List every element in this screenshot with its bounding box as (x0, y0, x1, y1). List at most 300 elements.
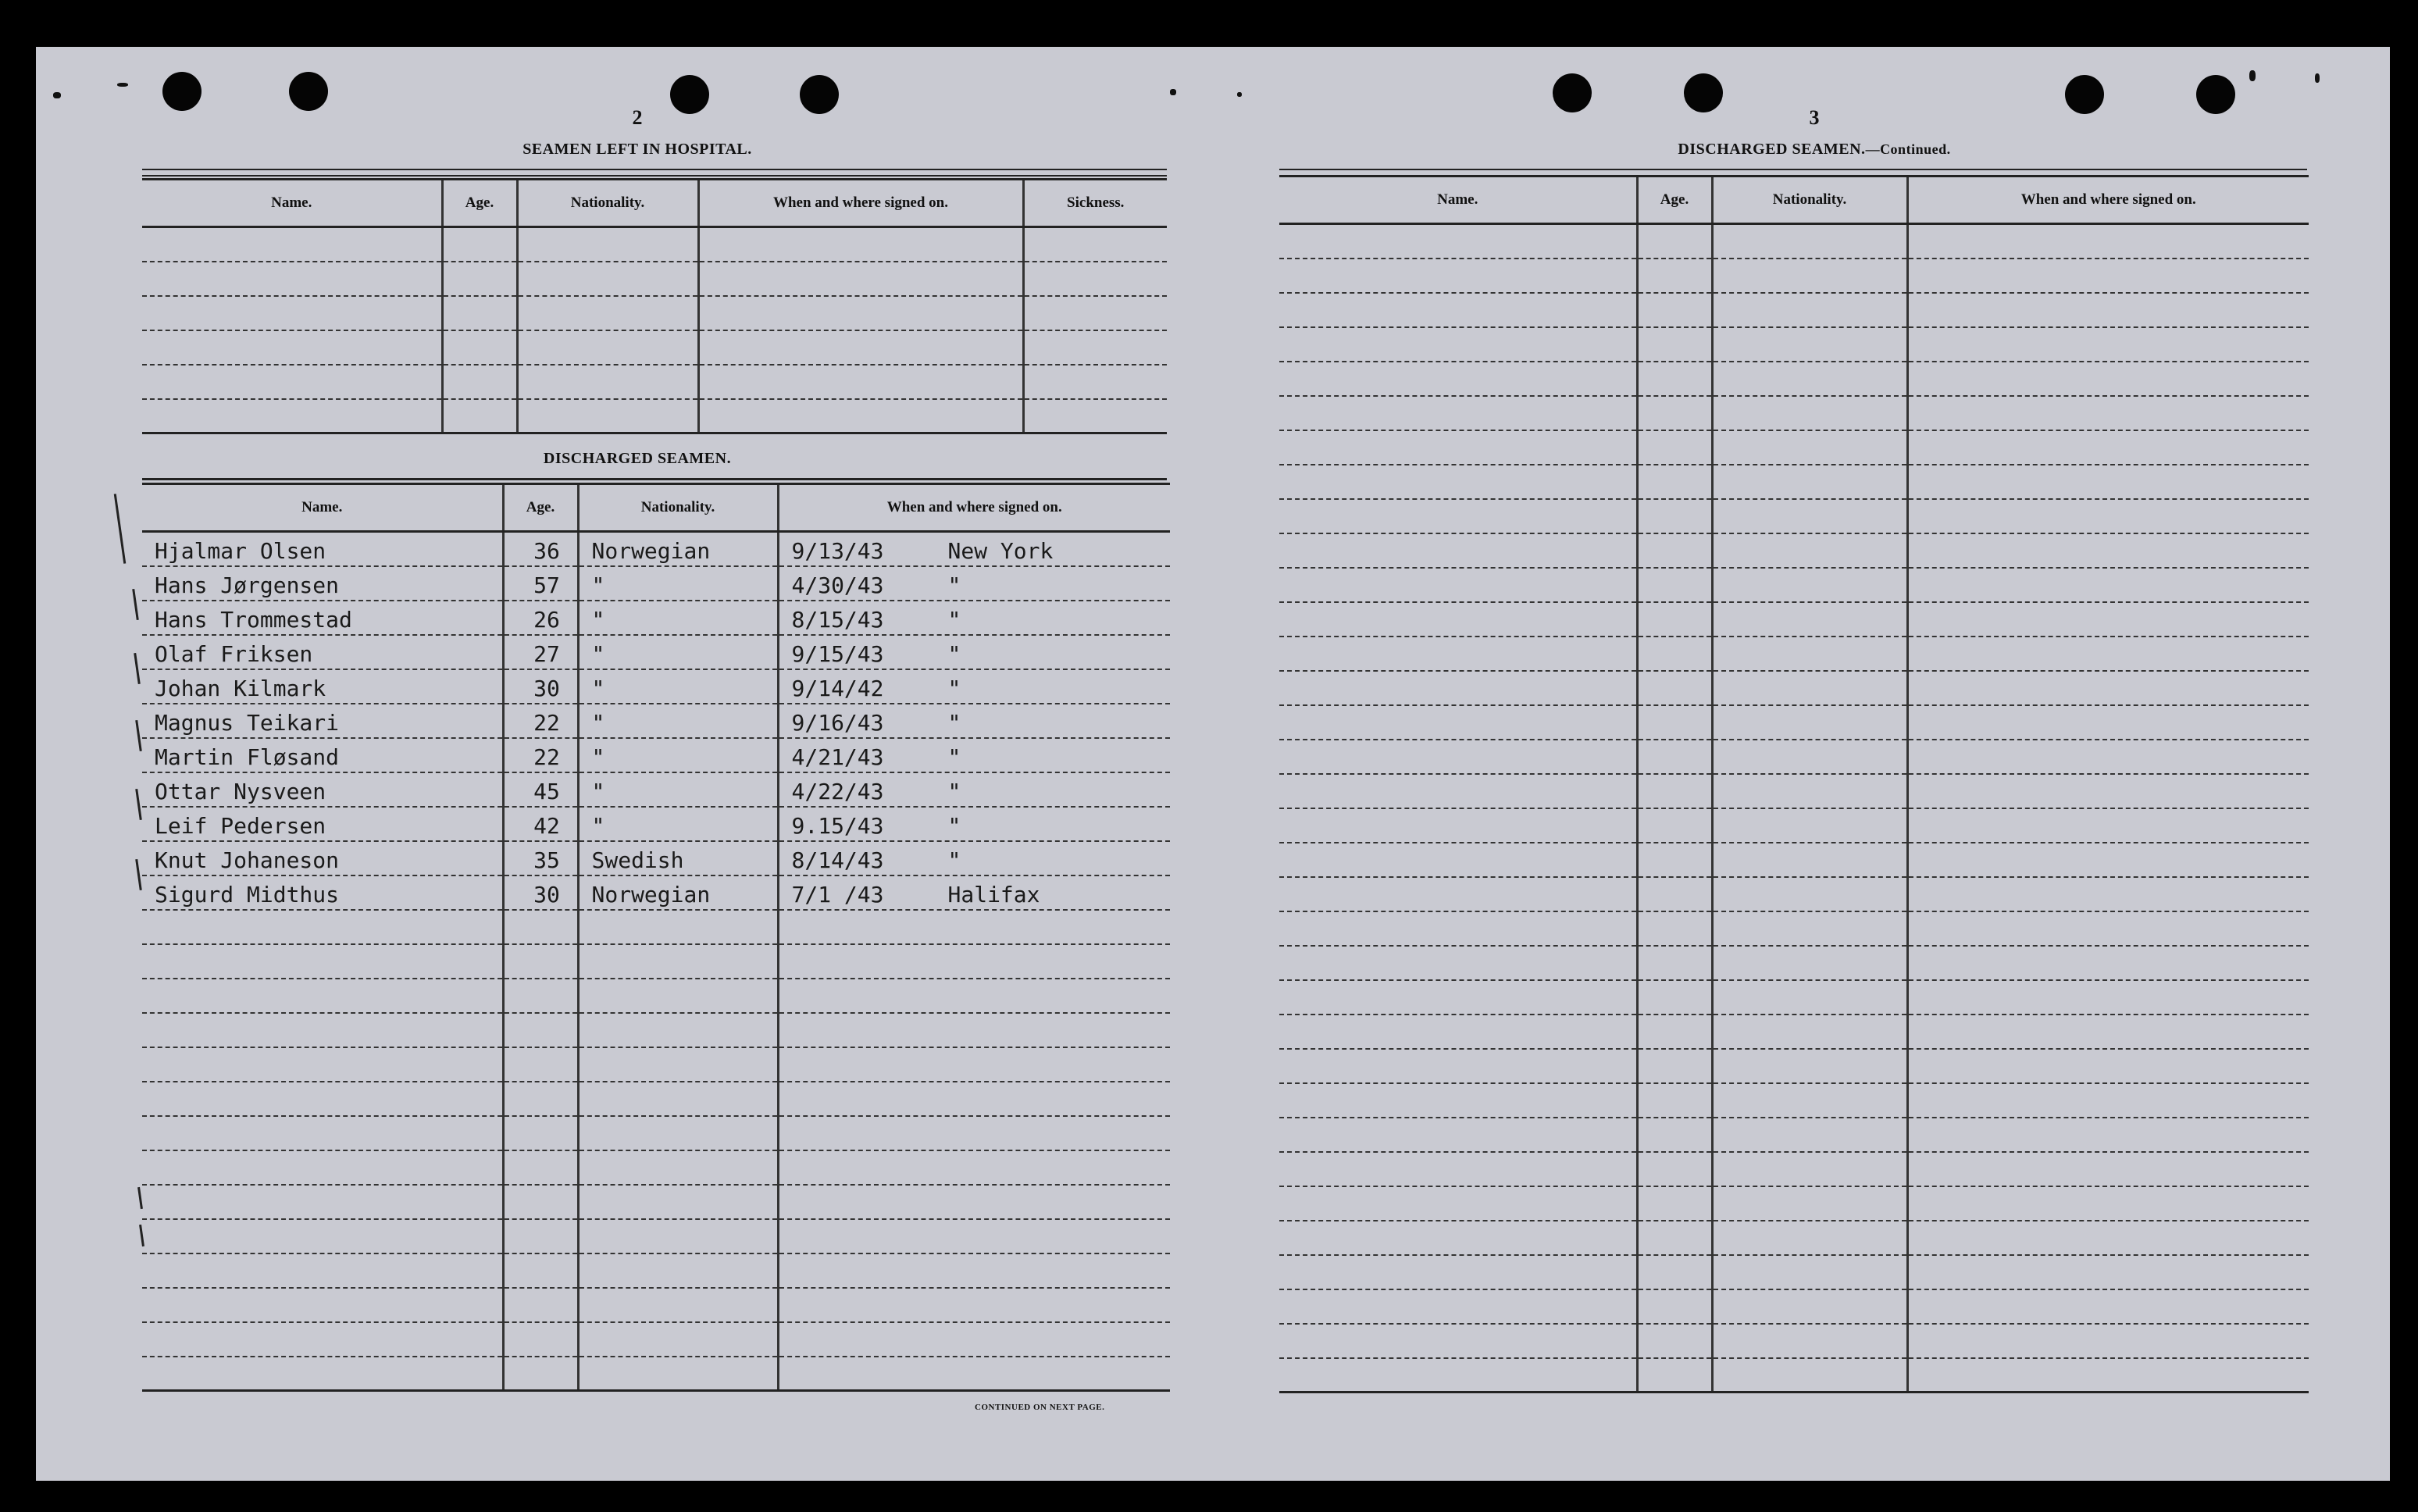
seaman-name: Olaf Friksen (142, 635, 503, 669)
blank-cell (578, 1253, 778, 1288)
col-name-header: Name. (142, 484, 503, 532)
blank-cell (778, 944, 1170, 979)
blank-cell (698, 365, 1023, 399)
col-age-header: Age. (1637, 177, 1712, 224)
blank-cell (1637, 808, 1712, 843)
blank-row (1279, 1015, 2309, 1049)
speck (53, 92, 61, 98)
blank-row (1279, 430, 2309, 465)
blank-row (142, 910, 1170, 944)
signed-on-place: Halifax (947, 881, 1040, 908)
blank-cell (1637, 1324, 1712, 1358)
blank-cell (142, 1253, 503, 1288)
seaman-name: Leif Pedersen (142, 807, 503, 841)
blank-cell (698, 399, 1023, 433)
table-row (142, 601, 1170, 635)
blank-cell (1712, 224, 1907, 259)
check-mark (135, 720, 142, 751)
blank-cell (1712, 740, 1907, 774)
blank-cell (1279, 362, 1637, 396)
table-row (142, 635, 1170, 669)
blank-row (1279, 499, 2309, 533)
signed-on-date: 8/14/43 (791, 847, 884, 873)
blank-row (1279, 740, 2309, 774)
signed-on-date: 7/1 /43 (791, 881, 884, 908)
signed-on-cell (778, 601, 1170, 635)
blank-cell (578, 1288, 778, 1322)
col-signed-on-header: When and where signed on. (1907, 177, 2309, 224)
blank-cell (778, 1253, 1170, 1288)
blank-cell (1279, 671, 1637, 705)
blank-row (1279, 946, 2309, 980)
seaman-nationality: " (578, 738, 778, 772)
table-row (142, 532, 1170, 566)
blank-cell (1712, 465, 1907, 499)
check-mark (135, 859, 142, 890)
blank-cell (1637, 465, 1712, 499)
blank-cell (503, 944, 578, 979)
signed-on-date: 4/22/43 (791, 778, 884, 804)
blank-cell (578, 1013, 778, 1047)
blank-cell (142, 944, 503, 979)
title-main: DISCHARGED SEAMEN. (1678, 141, 1866, 158)
blank-cell (1637, 1255, 1712, 1289)
blank-cell (1279, 1324, 1637, 1358)
blank-cell (778, 1185, 1170, 1219)
seaman-age: 30 (503, 875, 578, 910)
blank-cell (1712, 499, 1907, 533)
blank-cell (1637, 671, 1712, 705)
blank-cell (1637, 1015, 1712, 1049)
blank-cell (1279, 1358, 1637, 1393)
blank-cell (578, 1047, 778, 1082)
blank-cell (778, 1047, 1170, 1082)
blank-cell (503, 1219, 578, 1253)
blank-cell (1279, 1083, 1637, 1118)
blank-row (1279, 1083, 2309, 1118)
table-row (142, 669, 1170, 704)
blank-cell (1907, 224, 2309, 259)
blank-cell (1279, 430, 1637, 465)
blank-cell (578, 1116, 778, 1150)
title-suffix: —Continued. (1865, 141, 1951, 157)
blank-row (142, 262, 1167, 296)
seaman-nationality: Norwegian (578, 875, 778, 910)
blank-cell (1907, 877, 2309, 911)
blank-cell (578, 1357, 778, 1391)
blank-cell (1907, 293, 2309, 327)
blank-cell (1907, 465, 2309, 499)
blank-cell (517, 296, 698, 330)
blank-cell (1279, 1255, 1637, 1289)
blank-cell (1907, 499, 2309, 533)
blank-cell (503, 1082, 578, 1116)
signed-on-cell (778, 566, 1170, 601)
blank-cell (503, 1357, 578, 1391)
blank-row (142, 1047, 1170, 1082)
blank-cell (142, 910, 503, 944)
blank-cell (1712, 533, 1907, 568)
blank-cell (1907, 1289, 2309, 1324)
blank-cell (698, 296, 1023, 330)
blank-cell (778, 1116, 1170, 1150)
seaman-nationality: Swedish (578, 841, 778, 875)
page-title (1279, 141, 2349, 159)
blank-cell (142, 399, 442, 433)
blank-cell (503, 1150, 578, 1185)
blank-cell (1279, 1152, 1637, 1186)
blank-row (142, 330, 1167, 365)
table-row (142, 875, 1170, 910)
table-row (142, 772, 1170, 807)
blank-cell (1279, 259, 1637, 293)
blank-cell (142, 979, 503, 1013)
signed-on-cell (778, 532, 1170, 566)
blank-cell (1907, 637, 2309, 671)
continued-note: CONTINUED ON NEXT PAGE. (975, 1403, 1105, 1412)
seaman-nationality: " (578, 566, 778, 601)
blank-cell (1637, 1152, 1712, 1186)
blank-cell (1712, 1049, 1907, 1083)
blank-cell (1907, 533, 2309, 568)
blank-row (1279, 808, 2309, 843)
hospital-section-title: SEAMEN LEFT IN HOSPITAL. (522, 141, 752, 158)
blank-cell (778, 1322, 1170, 1357)
blank-row (142, 1150, 1170, 1185)
signed-on-cell (778, 875, 1170, 910)
blank-cell (142, 1150, 503, 1185)
blank-cell (1712, 843, 1907, 877)
blank-cell (1279, 1049, 1637, 1083)
blank-cell (1279, 293, 1637, 327)
table-row (142, 841, 1170, 875)
signed-on-place: New York (947, 537, 1054, 564)
blank-cell (1907, 1324, 2309, 1358)
blank-row (142, 1013, 1170, 1047)
blank-cell (517, 227, 698, 262)
blank-cell (142, 1185, 503, 1219)
blank-cell (503, 979, 578, 1013)
blank-cell (1637, 568, 1712, 602)
blank-cell (1637, 1118, 1712, 1152)
blank-row (1279, 602, 2309, 637)
blank-row (1279, 671, 2309, 705)
seaman-age: 36 (503, 532, 578, 566)
blank-row (1279, 1221, 2309, 1255)
blank-row (1279, 1358, 2309, 1393)
blank-cell (1637, 362, 1712, 396)
signed-on-cell (778, 772, 1170, 807)
signed-on-place: " (947, 709, 961, 736)
blank-cell (1712, 671, 1907, 705)
blank-cell (1637, 293, 1712, 327)
blank-cell (1907, 602, 2309, 637)
blank-cell (1279, 327, 1637, 362)
signed-on-cell (778, 704, 1170, 738)
blank-row (1279, 1289, 2309, 1324)
blank-cell (578, 910, 778, 944)
col-signed-on-header: When and where signed on. (698, 180, 1023, 227)
blank-cell (1023, 365, 1167, 399)
blank-cell (778, 910, 1170, 944)
col-signed-on-header: When and where signed on. (778, 484, 1170, 532)
blank-cell (442, 399, 517, 433)
seaman-name: Sigurd Midthus (142, 875, 503, 910)
discharged-section-title: DISCHARGED SEAMEN. (543, 450, 732, 467)
blank-cell (1712, 980, 1907, 1015)
blank-cell (1907, 980, 2309, 1015)
blank-cell (1712, 1152, 1907, 1186)
blank-cell (1907, 1186, 2309, 1221)
blank-cell (1637, 980, 1712, 1015)
blank-cell (503, 1288, 578, 1322)
blank-cell (1637, 774, 1712, 808)
blank-cell (442, 296, 517, 330)
blank-cell (1712, 1289, 1907, 1324)
blank-row (142, 979, 1170, 1013)
table-row (142, 807, 1170, 841)
blank-row (1279, 1152, 2309, 1186)
seaman-name: Magnus Teikari (142, 704, 503, 738)
blank-cell (442, 330, 517, 365)
blank-cell (503, 1047, 578, 1082)
seaman-name: Ottar Nysveen (142, 772, 503, 807)
blank-row (1279, 293, 2309, 327)
blank-row (1279, 362, 2309, 396)
blank-row (1279, 637, 2309, 671)
blank-cell (698, 330, 1023, 365)
blank-cell (1712, 1186, 1907, 1221)
blank-cell (1712, 430, 1907, 465)
section-rule (142, 478, 1167, 480)
blank-cell (1712, 1324, 1907, 1358)
table-row (142, 566, 1170, 601)
blank-cell (1023, 296, 1167, 330)
blank-cell (1712, 1083, 1907, 1118)
blank-cell (1279, 533, 1637, 568)
blank-cell (778, 1288, 1170, 1322)
blank-cell (1712, 602, 1907, 637)
blank-cell (1907, 808, 2309, 843)
seaman-age: 22 (503, 738, 578, 772)
blank-row (1279, 568, 2309, 602)
blank-row (1279, 1324, 2309, 1358)
blank-cell (1637, 1049, 1712, 1083)
speck (1170, 89, 1176, 95)
seaman-age: 30 (503, 669, 578, 704)
blank-cell (1279, 465, 1637, 499)
blank-cell (1712, 327, 1907, 362)
blank-row (1279, 259, 2309, 293)
left-page (108, 47, 1167, 1481)
blank-cell (1712, 1255, 1907, 1289)
blank-cell (517, 365, 698, 399)
blank-cell (1279, 980, 1637, 1015)
blank-cell (578, 944, 778, 979)
signed-on-place: " (947, 812, 961, 839)
blank-row (1279, 396, 2309, 430)
blank-cell (1279, 499, 1637, 533)
table-row (142, 738, 1170, 772)
blank-cell (1712, 293, 1907, 327)
blank-cell (1907, 705, 2309, 740)
seaman-name: Knut Johaneson (142, 841, 503, 875)
blank-cell (142, 1322, 503, 1357)
signed-on-date: 4/30/43 (791, 572, 884, 598)
seaman-name: Hans Trommestad (142, 601, 503, 635)
seaman-nationality: " (578, 669, 778, 704)
blank-cell (1712, 1221, 1907, 1255)
blank-row (1279, 774, 2309, 808)
blank-cell (142, 330, 442, 365)
blank-row (1279, 1049, 2309, 1083)
blank-cell (503, 1253, 578, 1288)
blank-cell (1637, 843, 1712, 877)
blank-cell (1279, 1186, 1637, 1221)
blank-cell (1712, 946, 1907, 980)
blank-cell (142, 365, 442, 399)
blank-cell (778, 1013, 1170, 1047)
blank-cell (1907, 430, 2309, 465)
blank-cell (1907, 259, 2309, 293)
blank-cell (1712, 1358, 1907, 1393)
seaman-nationality: " (578, 704, 778, 738)
check-mark (135, 789, 142, 820)
signed-on-place: " (947, 744, 961, 770)
blank-cell (517, 262, 698, 296)
blank-row (142, 1253, 1170, 1288)
check-mark (134, 653, 141, 684)
signed-on-date: 4/21/43 (791, 744, 884, 770)
blank-cell (578, 979, 778, 1013)
seaman-nationality: Norwegian (578, 532, 778, 566)
blank-cell (698, 262, 1023, 296)
hospital-table (142, 178, 1167, 434)
seaman-name: Hans Jørgensen (142, 566, 503, 601)
blank-cell (1712, 362, 1907, 396)
blank-cell (517, 330, 698, 365)
blank-cell (1712, 1118, 1907, 1152)
blank-row (142, 1322, 1170, 1357)
blank-row (1279, 1186, 2309, 1221)
blank-cell (778, 1082, 1170, 1116)
blank-cell (1907, 396, 2309, 430)
blank-cell (142, 1219, 503, 1253)
blank-cell (1637, 224, 1712, 259)
blank-row (1279, 877, 2309, 911)
blank-row (142, 296, 1167, 330)
blank-row (1279, 1255, 2309, 1289)
blank-row (142, 1288, 1170, 1322)
blank-cell (1907, 911, 2309, 946)
blank-cell (1907, 1083, 2309, 1118)
document-sheet (36, 47, 2390, 1481)
signed-on-date: 9/16/43 (791, 709, 884, 736)
blank-cell (1279, 911, 1637, 946)
blank-cell (142, 1116, 503, 1150)
blank-cell (1712, 259, 1907, 293)
col-nationality-header: Nationality. (578, 484, 778, 532)
blank-cell (1279, 808, 1637, 843)
col-nationality-header: Nationality. (1712, 177, 1907, 224)
blank-cell (1637, 1186, 1712, 1221)
blank-row (1279, 980, 2309, 1015)
blank-cell (1279, 1289, 1637, 1324)
blank-row (142, 399, 1167, 433)
seaman-nationality: " (578, 807, 778, 841)
title-rule (142, 169, 1167, 177)
page-number: 2 (632, 106, 643, 129)
seaman-nationality: " (578, 601, 778, 635)
blank-cell (778, 979, 1170, 1013)
blank-cell (578, 1150, 778, 1185)
blank-cell (1637, 396, 1712, 430)
blank-row (142, 1082, 1170, 1116)
blank-cell (1279, 568, 1637, 602)
blank-cell (142, 1013, 503, 1047)
blank-row (142, 1219, 1170, 1253)
blank-row (1279, 911, 2309, 946)
blank-cell (1712, 396, 1907, 430)
signed-on-place: " (947, 675, 961, 701)
blank-cell (1637, 1083, 1712, 1118)
signed-on-cell (778, 807, 1170, 841)
blank-cell (578, 1185, 778, 1219)
blank-cell (1279, 224, 1637, 259)
blank-cell (503, 1185, 578, 1219)
blank-cell (142, 1288, 503, 1322)
signed-on-date: 9/15/43 (791, 640, 884, 667)
blank-cell (503, 1013, 578, 1047)
blank-cell (578, 1219, 778, 1253)
blank-cell (517, 399, 698, 433)
blank-cell (1279, 705, 1637, 740)
seaman-age: 26 (503, 601, 578, 635)
blank-cell (1279, 774, 1637, 808)
col-nationality-header: Nationality. (517, 180, 698, 227)
blank-cell (442, 227, 517, 262)
blank-cell (1907, 843, 2309, 877)
check-mark (132, 589, 139, 620)
blank-cell (1712, 705, 1907, 740)
blank-cell (1637, 602, 1712, 637)
blank-cell (1279, 877, 1637, 911)
blank-cell (578, 1322, 778, 1357)
blank-cell (1637, 946, 1712, 980)
table-row (142, 704, 1170, 738)
blank-cell (442, 365, 517, 399)
signed-on-place: " (947, 606, 961, 633)
blank-cell (142, 1047, 503, 1082)
blank-cell (1279, 1118, 1637, 1152)
blank-cell (1907, 1358, 2309, 1393)
signed-on-cell (778, 669, 1170, 704)
blank-cell (1907, 1118, 2309, 1152)
signed-on-date: 9.15/43 (791, 812, 884, 839)
seaman-nationality: " (578, 635, 778, 669)
col-sickness-header: Sickness. (1023, 180, 1167, 227)
signed-on-place: " (947, 572, 961, 598)
check-mark (114, 494, 126, 564)
blank-cell (142, 262, 442, 296)
blank-cell (1712, 1015, 1907, 1049)
blank-cell (1637, 499, 1712, 533)
blank-row (142, 1116, 1170, 1150)
blank-cell (142, 296, 442, 330)
blank-cell (778, 1150, 1170, 1185)
blank-cell (1712, 877, 1907, 911)
blank-cell (1279, 1015, 1637, 1049)
